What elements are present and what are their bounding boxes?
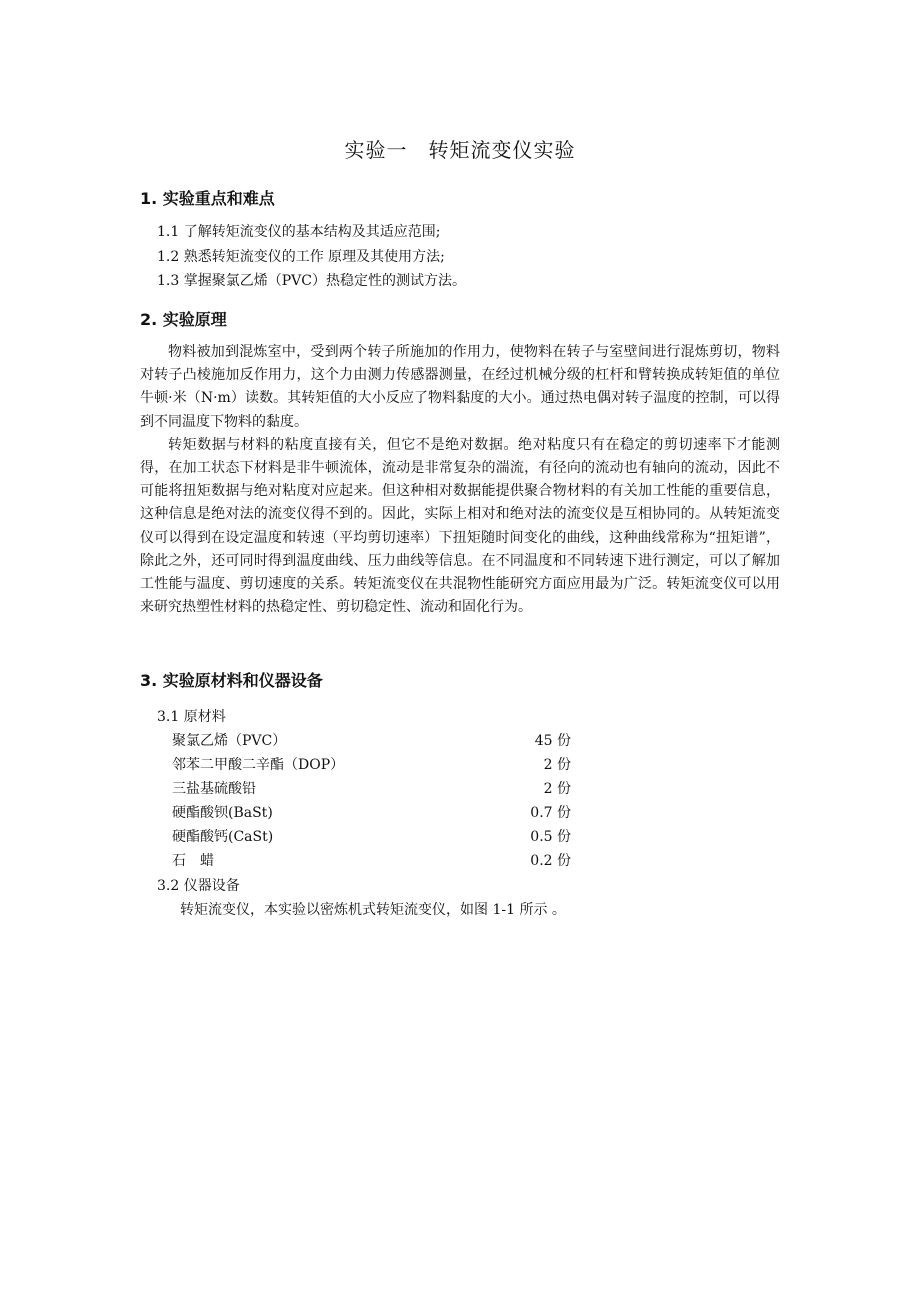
subsection-3-2-label: 3.2 仪器设备 [157,878,240,894]
material-name: 聚氯乙烯（PVC） [172,733,287,749]
section-2-paragraph-1: 物料被加到混炼室中，受到两个转子所施加的作用力，使物料在转子与室壁间进行混炼剪切，物料对转子凸棱施加反作用力，这个力由测力传感器测量，在经过机械分级的杠杆和臂转换成转矩值的单位牛顿·米（N·m）读数。其转矩值的大小反应了物料黏度的大小。通过热电偶对转子温度的控制，可以得到不同温度下物料的黏度。 [140,344,780,430]
section-2-paragraph-2: 转矩数据与材料的粘度直接有关，但它不是绝对数据。绝对粘度只有在稳定的剪切速率下才能测得，在加工状态下材料是非牛顿流体，流动是非常复杂的湍流，有径向的流动也有轴向的流动，因此不可能将扭矩数据与绝对粘度对应起来。但这种相对数据能提供聚合物材料的有关加工性能的重要信息，这种信息是绝对法的流变仪得不到的。因此，实际上相对和绝对法的流变仪是互相协同的。从转矩流变仪可以得到在设定温度和转速（平均剪切速率）下扭矩随时间变化的曲线，这种曲线常称为“扭矩谱”，除此之外，还可同时得到温度曲线、压力曲线等信息。在不同温度和不同转速下进行测定，可以了解加工性能与温度、剪切速度的关系。转矩流变仪在共混物性能研究方面应用最为广泛。转矩流变仪可以用来研究热塑性材料的热稳定性、剪切稳定性、流动和固化行为。 [140,436,780,616]
material-name: 邻苯二甲酸二辛酯（DOP） [172,757,345,773]
section-2-heading: 2. 实验原理 [140,310,227,329]
document-title: 实验一 转矩流变仪实验 [344,138,576,162]
section-1-heading: 1. 实验重点和难点 [140,189,275,208]
section-1-item-3: 1.3 掌握聚氯乙烯（PVC）热稳定性的测试方法。 [157,273,466,289]
material-name: 硬酯酸钡(BaSt) [172,805,273,821]
material-name: 石 蜡 [172,853,214,869]
material-amount: 2 份 [543,757,571,773]
material-name: 三盐基硫酸铅 [172,781,256,797]
section-2-body [140,341,780,619]
material-amount: 0.7 份 [530,805,571,821]
material-name: 硬酯酸钙(CaSt) [172,829,274,845]
material-amount: 45 份 [534,733,571,749]
material-amount: 0.2 份 [530,853,571,869]
subsection-3-1-label: 3.1 原材料 [157,709,226,725]
material-amount: 0.5 份 [530,829,571,845]
section-1-item-1: 1.1 了解转矩流变仪的基本结构及其适应范围; [157,224,441,240]
equipment-note: 转矩流变仪，本实验以密炼机式转矩流变仪，如图 1-1 所示 。 [180,902,566,918]
section-3-heading: 3. 实验原材料和仪器设备 [140,671,323,690]
material-amount: 2 份 [543,781,571,797]
section-1-item-2: 1.2 熟悉转矩流变仪的工作 原理及其使用方法; [157,249,445,265]
